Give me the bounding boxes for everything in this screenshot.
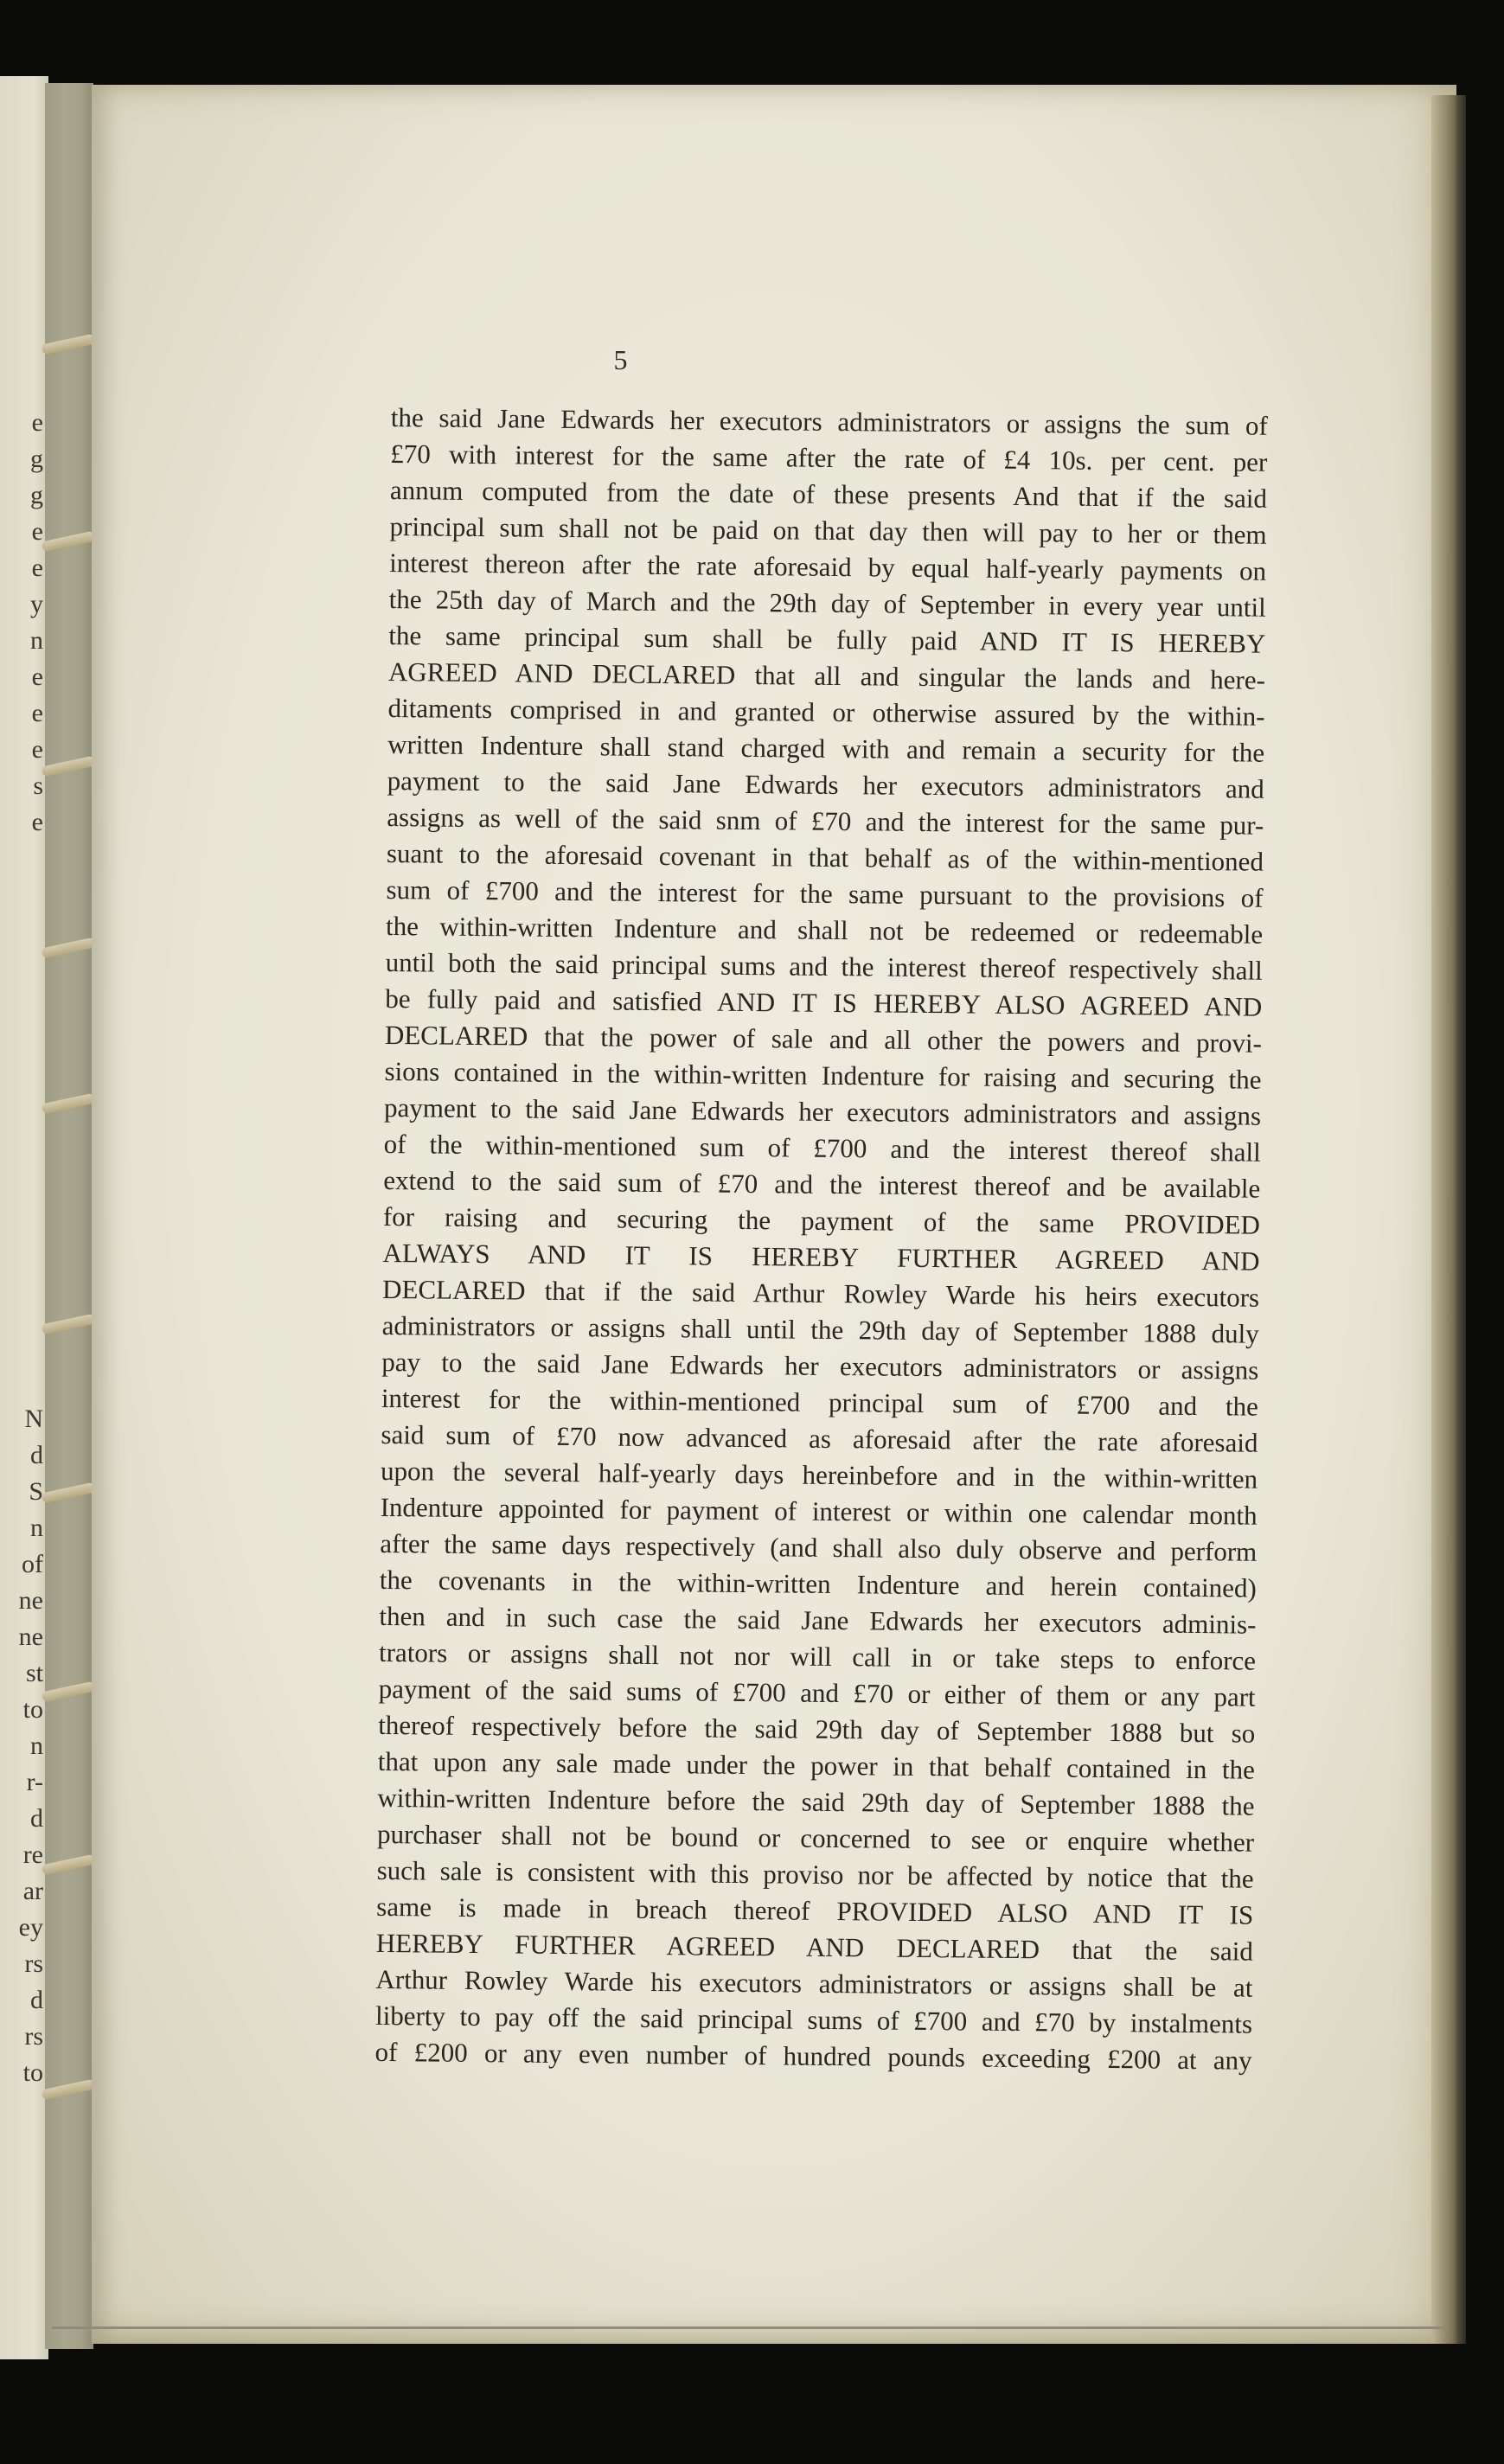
previous-page-letter-fragment: ey — [18, 1913, 43, 1942]
previous-page-letter-fragment: ne — [18, 1622, 43, 1651]
text-line: after the same days respectively (and shall also duly observe and perform — [380, 1527, 1258, 1567]
text-line: of the within-mentioned sum of £700 and the interest thereof shall — [383, 1128, 1261, 1168]
previous-page-letter-fragment: n — [30, 1731, 43, 1760]
text-line: DECLARED that if the said Arthur Rowley Warde his heirs executors — [381, 1273, 1260, 1313]
text-line: interest thereon after the rate aforesaid by equal half-yearly payments on — [389, 547, 1267, 586]
text-line: the 25th day of March and the 29th day of September in every year until — [388, 583, 1266, 623]
previous-page-letter-fragment: of — [22, 1550, 43, 1578]
text-line: upon the several half-yearly days hereinbefore and in the within-written — [380, 1455, 1258, 1494]
previous-page-letter-fragment: e — [31, 408, 43, 437]
text-line: until both the said principal sums and the interest thereof respectively shall — [385, 946, 1263, 986]
document-body-text — [374, 400, 1267, 2079]
text-line: the within-written Indenture and shall not be redeemed or redeemable — [385, 910, 1264, 950]
previous-page-letter-fragment: rs — [24, 1949, 43, 1978]
text-line: £70 with interest for the same after the rate of £4 10s. per cent. per — [390, 438, 1268, 477]
text-line: principal sum shall not be paid on that day then will pay to her or them — [389, 510, 1267, 550]
text-line: within-written Indenture before the said 29th day of September 1888 the — [377, 1782, 1255, 1821]
text-line: AGREED AND DECLARED that all and singular the lands and here- — [387, 656, 1266, 695]
previous-page-letter-fragment: N — [24, 1405, 43, 1433]
text-line: assigns as well of the said snm of £70 and the interest for the same pur- — [387, 801, 1264, 841]
previous-page-letter-fragment: ar — [22, 1877, 43, 1905]
page-right-edge — [1431, 95, 1466, 2344]
text-line: ditaments comprised in and granted or otherwise assured by the within- — [387, 692, 1265, 732]
text-line: be fully paid and satisfied AND IT IS HEREBY ALSO AGREED AND — [385, 982, 1263, 1022]
previous-page-letter-fragment: S — [29, 1477, 43, 1506]
previous-page-letter-fragment: d — [30, 1986, 43, 2014]
text-line: payment to the said Jane Edwards her executors administrators and — [387, 765, 1264, 804]
previous-page-letter-fragment: re — [22, 1840, 43, 1869]
text-line: trators or assigns shall not nor will call in or take steps to enforce — [378, 1636, 1257, 1676]
text-line: written Indenture shall stand charged with and remain a security for the — [387, 728, 1265, 768]
text-line: Arthur Rowley Warde his executors administrators or assigns shall be at — [375, 1963, 1253, 2003]
text-line: that upon any sale made under the power in that behalf contained in the — [377, 1745, 1256, 1785]
text-line: suant to the aforesaid covenant in that behalf as of the within-mentioned — [386, 837, 1264, 877]
text-line: administrators or assigns shall until the 29th day of September 1888 duly — [381, 1309, 1259, 1349]
previous-page-letter-fragment: ne — [18, 1586, 43, 1615]
previous-page-letter-fragment: r- — [26, 1768, 43, 1796]
previous-page-letter-fragment: to — [22, 2058, 43, 2087]
text-line: said sum of £70 now advanced as aforesaid after the rate aforesaid — [381, 1418, 1258, 1458]
text-line: liberty to pay off the said principal sums of £700 and £70 by instalments — [374, 2000, 1253, 2039]
previous-page-letter-fragment: e — [31, 735, 43, 764]
text-line: interest for the within-mentioned principal sum of £700 and the — [381, 1382, 1259, 1422]
previous-page-letter-fragment: st — [25, 1659, 43, 1687]
text-line: payment to the said Jane Edwards her executors administrators and assigns — [383, 1091, 1262, 1131]
text-line: then and in such case the said Jane Edwards her executors adminis- — [379, 1600, 1257, 1640]
text-line: the same principal sum shall be fully paid AND IT IS HEREBY — [388, 619, 1266, 659]
previous-page-letter-fragment: d — [30, 1804, 43, 1833]
text-line: for raising and securing the payment of the same PROVIDED — [382, 1200, 1261, 1240]
previous-page-letter-fragment: g — [30, 481, 43, 509]
binding-gutter — [45, 83, 93, 2349]
previous-page-letter-fragment: to — [22, 1695, 43, 1724]
previous-page-letter-fragment: e — [31, 517, 43, 546]
text-line: such sale is consistent with this proviso nor be affected by notice that the — [376, 1854, 1254, 1894]
previous-page-letter-fragment: n — [30, 1514, 43, 1542]
text-line: of £200 or any even number of hundred pounds exceeding £200 at any — [374, 2036, 1252, 2076]
text-line: ALWAYS AND IT IS HEREBY FURTHER AGREED AND — [382, 1237, 1260, 1277]
previous-page-letter-fragment: n — [30, 626, 43, 655]
text-line: Indenture appointed for payment of interest or within one calendar month — [380, 1491, 1258, 1531]
previous-page-letter-fragment: rs — [24, 2022, 43, 2051]
text-line: payment of the said sums of £700 and £70 or either of them or any part — [378, 1673, 1256, 1712]
previous-page-letter-fragment: d — [30, 1441, 43, 1469]
previous-page-letter-fragment: e — [31, 662, 43, 691]
previous-page-letter-fragment: s — [33, 771, 43, 800]
previous-page-letter-fragment: e — [31, 808, 43, 836]
previous-page-letter-fragment: e — [31, 699, 43, 727]
page-bottom-edge — [52, 2326, 1444, 2329]
text-line: purchaser shall not be bound or concerned to see or enquire whether — [376, 1818, 1255, 1858]
text-line: the said Jane Edwards her executors administrators or assigns the sum of — [390, 401, 1268, 441]
previous-page-letter-fragment: y — [30, 590, 43, 618]
text-line: extend to the said sum of £70 and the interest thereof and be available — [383, 1164, 1261, 1204]
previous-page-letter-fragment: g — [30, 445, 43, 473]
text-line: annum computed from the date of these presents And that if the said — [389, 474, 1268, 514]
text-line: same is made in breach thereof PROVIDED ALSO AND IT IS — [376, 1891, 1254, 1930]
page-number: 5 — [613, 344, 628, 375]
previous-page-letter-fragment: e — [31, 554, 43, 582]
text-line: pay to the said Jane Edwards her executors administrators or assigns — [381, 1346, 1259, 1386]
text-line: DECLARED that the power of sale and all other the powers and provi- — [384, 1019, 1263, 1059]
text-line: thereof respectively before the said 29th day of September 1888 but so — [378, 1709, 1256, 1749]
text-line: the covenants in the within-written Indenture and herein contained) — [379, 1564, 1258, 1603]
text-line: sum of £700 and the interest for the same pursuant to the provisions of — [386, 874, 1264, 913]
text-line: HEREBY FURTHER AGREED AND DECLARED that the said — [375, 1927, 1253, 1967]
text-line: sions contained in the within-written Indenture for raising and securing the — [384, 1055, 1262, 1095]
